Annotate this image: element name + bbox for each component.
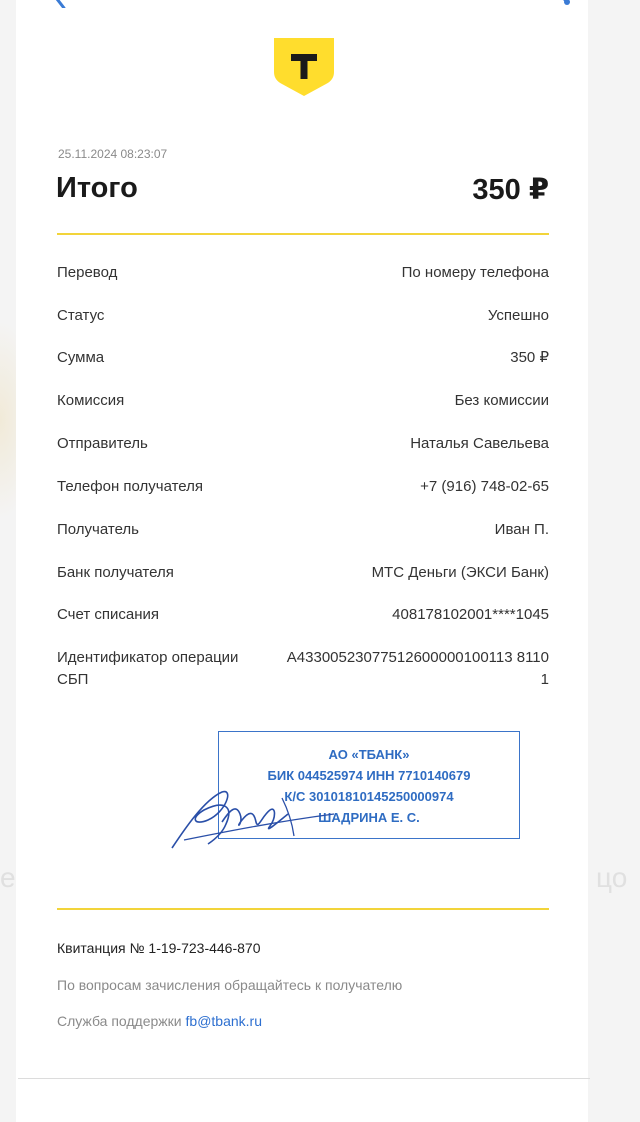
stamp-line: БИК 044525974 ИНН 7710140679 bbox=[267, 768, 471, 783]
detail-key: Счет списания bbox=[57, 606, 159, 623]
receipt-number: Квитанция № 1-19-723-446-870 bbox=[57, 940, 261, 956]
detail-key: Комиссия bbox=[57, 392, 125, 409]
share-icon[interactable] bbox=[552, 0, 572, 8]
detail-key: Статус bbox=[57, 307, 105, 324]
background-ghost-text-left: е bbox=[0, 862, 16, 893]
total-amount: 350 ₽ bbox=[472, 174, 549, 206]
detail-value: Наталья Савельева bbox=[410, 435, 549, 452]
stamp-line: ШАДРИНА Е. С. bbox=[318, 810, 420, 825]
recipient-note: По вопросам зачисления обращайтесь к получателю bbox=[57, 977, 403, 993]
detail-value: Без комиссии bbox=[454, 392, 549, 409]
detail-key: Получатель bbox=[57, 521, 139, 538]
divider-bottom bbox=[57, 908, 549, 910]
support-label: Служба поддержки bbox=[57, 1013, 182, 1029]
detail-value: 350 ₽ bbox=[510, 349, 549, 366]
detail-value: +7 (916) 748-02-65 bbox=[420, 478, 549, 495]
detail-key: Отправитель bbox=[57, 435, 148, 452]
detail-value: A43300523077512600000100113 81101 bbox=[286, 649, 549, 688]
detail-value: Успешно bbox=[487, 307, 549, 324]
detail-key: Банк получателя bbox=[57, 564, 174, 581]
divider-top bbox=[57, 233, 549, 235]
back-arrow-icon[interactable] bbox=[52, 0, 72, 8]
support-line bbox=[57, 1013, 262, 1029]
detail-value: Иван П. bbox=[494, 521, 549, 538]
total-label: Итого bbox=[56, 172, 138, 204]
bottom-divider bbox=[18, 1078, 590, 1079]
signature-scribble bbox=[164, 770, 344, 860]
support-email-link[interactable]: fb@tbank.ru bbox=[185, 1013, 262, 1029]
detail-value: 408178102001****1045 bbox=[392, 606, 549, 623]
stamp-line: АО «ТБАНК» bbox=[328, 747, 410, 762]
transaction-datetime: 25.11.2024 08:23:07 bbox=[58, 147, 168, 161]
detail-value: По номеру телефона bbox=[401, 264, 549, 281]
detail-key: Сумма bbox=[57, 349, 105, 366]
receipt-card bbox=[16, 0, 588, 1122]
detail-value: МТС Деньги (ЭКСИ Банк) bbox=[371, 564, 549, 581]
stamp-line: К/С 30101810145250000974 bbox=[284, 789, 454, 804]
detail-key: Телефон получателя bbox=[57, 478, 204, 495]
background-ghost-text-right: цо bbox=[596, 862, 628, 893]
detail-key: Идентификатор операции СБП bbox=[57, 649, 239, 688]
tbank-logo bbox=[274, 38, 334, 96]
detail-key: Перевод bbox=[57, 264, 118, 281]
